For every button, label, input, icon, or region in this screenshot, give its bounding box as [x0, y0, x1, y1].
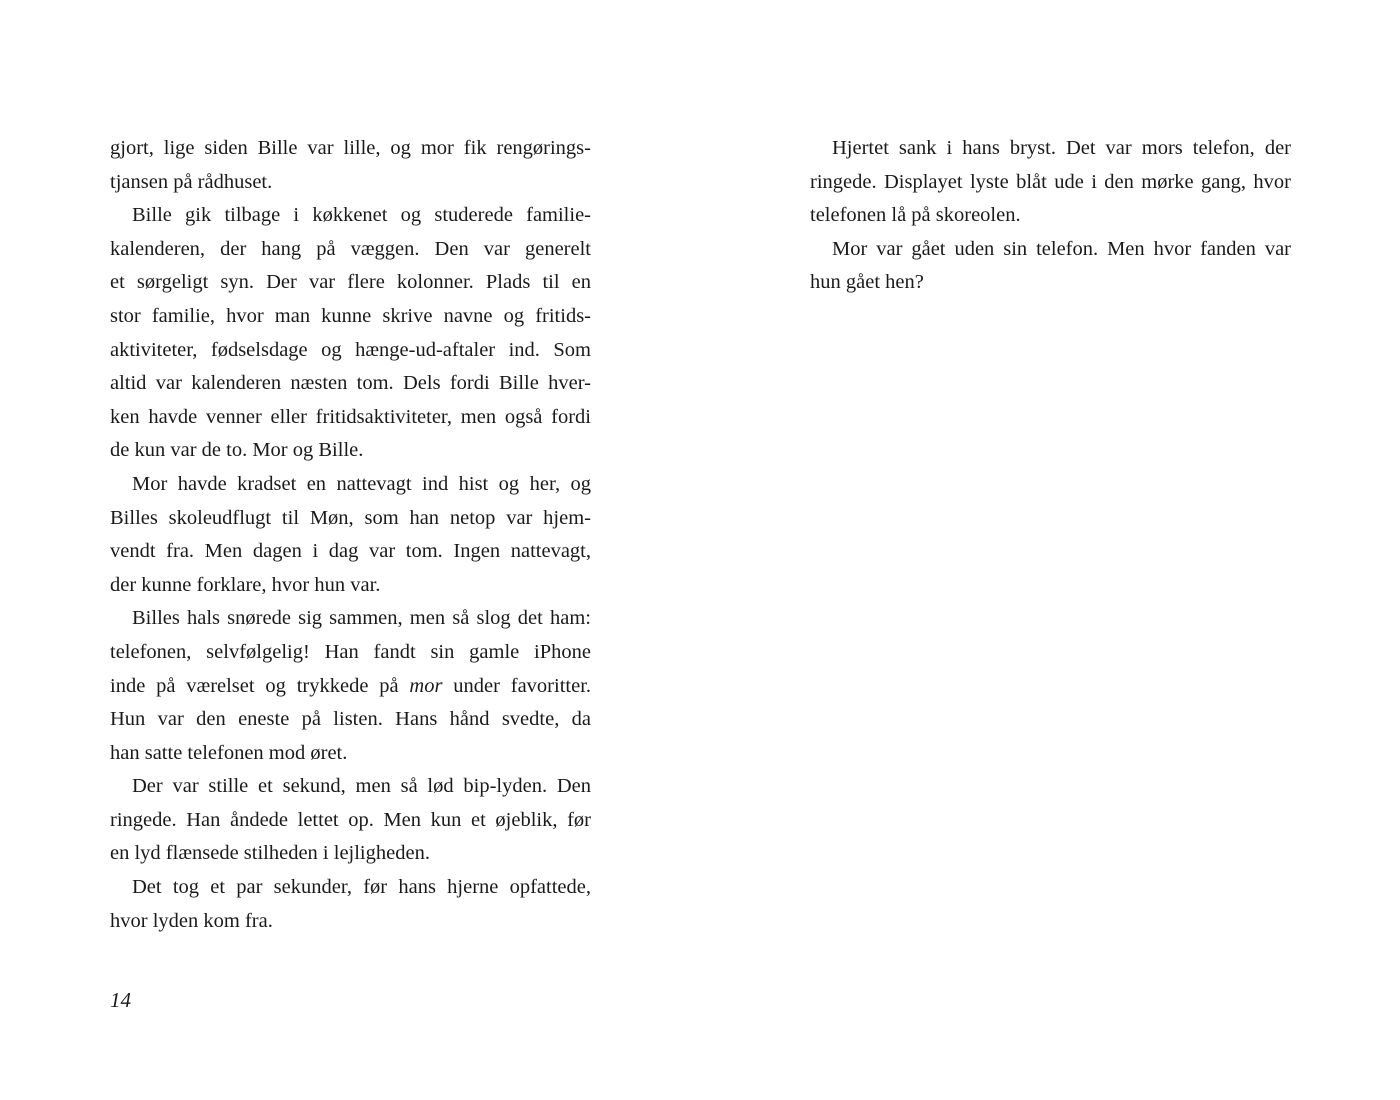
text-line: altid var kalenderen næsten tom. Dels fordi Bille hver-: [110, 372, 591, 395]
text-line: Bille gik tilbage i køkkenet og studerede familie-: [132, 204, 591, 227]
text-line: Hun var den eneste på listen. Hans hånd svedte, da: [110, 708, 591, 731]
text-line: hun gået hen?: [810, 271, 924, 294]
left-page-text: [110, 132, 591, 938]
text-line: ken havde venner eller fritidsaktiviteter, men også fordi: [110, 405, 591, 428]
text-line: der kunne forklare, hvor hun var.: [110, 573, 381, 596]
page-number: 14: [110, 988, 131, 1012]
text-line: telefonen, selvfølgelig! Han fandt sin gamle iPhone: [110, 640, 591, 663]
emphasized-word: mor: [409, 674, 443, 697]
text-line: et sørgeligt syn. Der var flere kolonner. Plads til en: [110, 271, 591, 294]
text-line: Hjertet sank i hans bryst. Det var mors telefon, der: [832, 137, 1291, 159]
text-line: Der var stille et sekund, men så lød bip-lyden. Den: [132, 775, 591, 798]
text-line: aktiviteter, fødselsdage og hænge-ud-aftaler ind. Som: [110, 338, 591, 361]
text-line: inde på værelset og trykkede på mor under favoritter.: [110, 674, 592, 697]
right-page: [700, 0, 1400, 1100]
text-line: telefonen lå på skoreolen.: [810, 204, 1021, 227]
text-line: Billes hals snørede sig sammen, men så slog det ham:: [132, 607, 591, 630]
text-line: han satte telefonen mod øret.: [110, 741, 348, 764]
text-line: ringede. Displayet lyste blåt ude i den mørke gang, hvor: [810, 170, 1291, 193]
text-line: ringede. Han åndede lettet op. Men kun et øjeblik, før: [110, 808, 591, 831]
text-line: stor familie, hvor man kunne skrive navne og fritids-: [110, 304, 591, 327]
text-line: de kun var de to. Mor og Bille.: [110, 439, 364, 462]
text-line: Mor havde kradset en nattevagt ind hist og her, og: [132, 472, 591, 495]
text-line: vendt fra. Men dagen i dag var tom. Ingen nattevagt,: [110, 540, 591, 563]
text-line: Det tog et par sekunder, før hans hjerne opfattede,: [132, 876, 591, 899]
text-line: Billes skoleudflugt til Møn, som han netop var hjem-: [110, 506, 591, 529]
text-line: kalenderen, der hang på væggen. Den var generelt: [110, 237, 591, 260]
text-line: gjort, lige siden Bille var lille, og mor fik rengørings-: [110, 137, 591, 159]
right-page-text: [810, 132, 1291, 300]
text-line: hvor lyden kom fra.: [110, 909, 273, 932]
text-line: en lyd flænsede stilheden i lejligheden.: [110, 842, 430, 865]
text-line: Mor var gået uden sin telefon. Men hvor fanden var: [832, 237, 1291, 260]
text-line: tjansen på rådhuset.: [110, 170, 273, 193]
